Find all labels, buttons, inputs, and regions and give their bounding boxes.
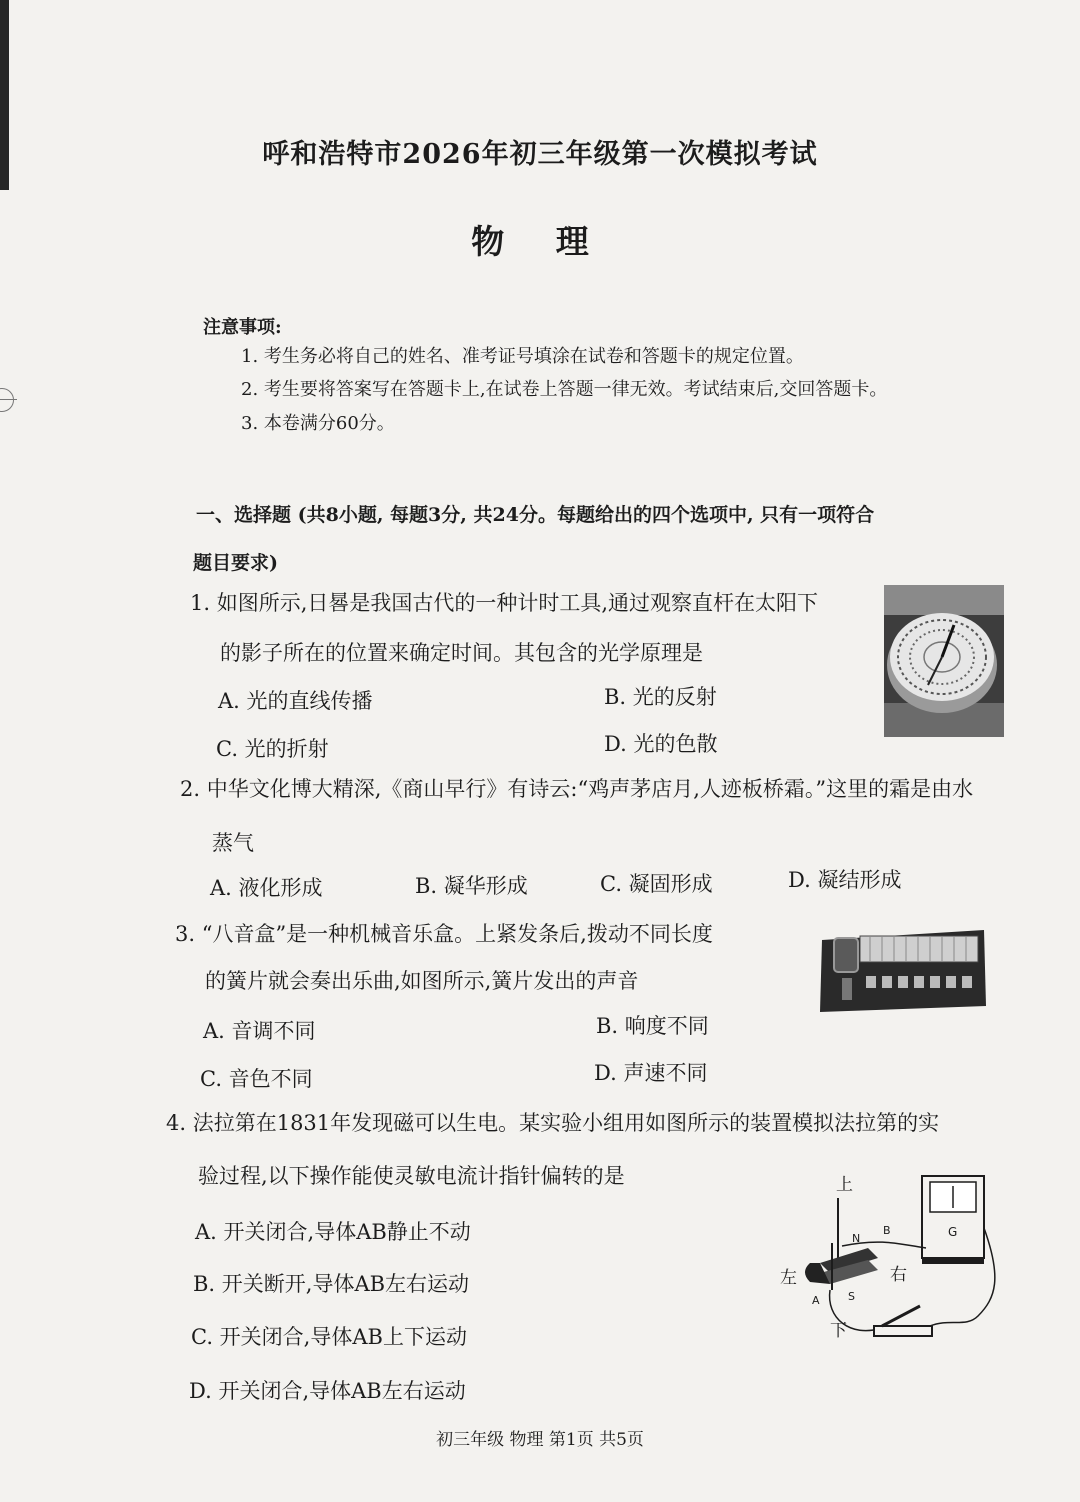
question-2-option-a: A. 液化形成 bbox=[210, 876, 323, 900]
question-3-option-a: A. 音调不同 bbox=[203, 1019, 316, 1043]
question-3-option-c: C. 音色不同 bbox=[200, 1067, 313, 1091]
label-left: 左 bbox=[780, 1268, 797, 1288]
question-1-stem: 1. 如图所示,日晷是我国古代的一种计时工具,通过观察直杆在太阳下 bbox=[190, 591, 819, 615]
sundial-figure bbox=[884, 585, 1004, 737]
question-1-option-b: B. 光的反射 bbox=[604, 685, 717, 709]
question-4-option-d: D. 开关闭合,导体AB左右运动 bbox=[189, 1379, 466, 1403]
question-1-option-d: D. 光的色散 bbox=[604, 732, 718, 756]
label-right: 右 bbox=[890, 1265, 907, 1285]
question-2-option-c: C. 凝固形成 bbox=[600, 872, 713, 896]
question-4-option-a: A. 开关闭合,导体AB静止不动 bbox=[195, 1220, 471, 1244]
question-4-stem-cont: 验过程,以下操作能使灵敏电流计指针偏转的是 bbox=[198, 1164, 625, 1188]
section-heading: 一、选择题 (共8小题, 每题3分, 共24分。每题给出的四个选项中, 只有一项符合 bbox=[196, 504, 875, 526]
question-4-option-c: C. 开关闭合,导体AB上下运动 bbox=[191, 1325, 467, 1349]
notice-item: 3. 本卷满分60分。 bbox=[241, 413, 395, 434]
label-n: N bbox=[852, 1232, 861, 1245]
question-2-stem: 2. 中华文化博大精深,《商山早行》有诗云:“鸡声茅店月,人迹板桥霜。”这里的霜是由水 bbox=[180, 777, 974, 801]
section-heading-cont: 题目要求) bbox=[193, 552, 278, 574]
switch-base bbox=[874, 1326, 932, 1336]
binding-hole-mark bbox=[0, 388, 14, 412]
music-box-figure bbox=[818, 926, 988, 1016]
question-1-option-a: A. 光的直线传播 bbox=[218, 689, 373, 713]
question-1-stem-cont: 的影子所在的位置来确定时间。其包含的光学原理是 bbox=[220, 641, 703, 665]
question-3-stem-cont: 的簧片就会奏出乐曲,如图所示,簧片发出的声音 bbox=[205, 969, 639, 993]
question-2-option-b: B. 凝华形成 bbox=[415, 874, 528, 898]
question-3-option-d: D. 声速不同 bbox=[594, 1061, 708, 1085]
label-down: 下 bbox=[830, 1321, 847, 1341]
page-footer: 初三年级 物理 第1页 共5页 bbox=[436, 1430, 644, 1450]
question-3-stem: 3. “八音盒”是一种机械音乐盒。上紧发条后,拨动不同长度 bbox=[175, 922, 713, 946]
question-1-option-c: C. 光的折射 bbox=[216, 737, 329, 761]
question-2-option-d: D. 凝结形成 bbox=[788, 868, 902, 892]
galvanometer-base bbox=[922, 1258, 984, 1264]
question-4-stem: 4. 法拉第在1831年发现磁可以生电。某实验小组用如图所示的装置模拟法拉第的实 bbox=[166, 1111, 940, 1135]
notice-item: 2. 考生要将答案写在答题卡上,在试卷上答题一律无效。考试结束后,交回答题卡。 bbox=[241, 379, 888, 400]
label-a: A bbox=[812, 1294, 820, 1307]
question-3-option-b: B. 响度不同 bbox=[596, 1014, 709, 1038]
label-b: B bbox=[883, 1224, 891, 1237]
induction-apparatus-figure bbox=[770, 1168, 1000, 1358]
label-up: 上 bbox=[836, 1175, 853, 1195]
notice-heading: 注意事项: bbox=[203, 317, 282, 338]
exam-title: 呼和浩特市2026年初三年级第一次模拟考试 bbox=[262, 139, 818, 170]
switch-lever bbox=[882, 1306, 920, 1326]
label-g: G bbox=[948, 1225, 958, 1239]
subject-title: 物 理 bbox=[471, 222, 609, 261]
label-s: S bbox=[848, 1290, 855, 1303]
question-4-option-b: B. 开关断开,导体AB左右运动 bbox=[193, 1272, 470, 1296]
question-2-stem-cont: 蒸气 bbox=[212, 831, 254, 855]
notice-item: 1. 考生务必将自己的姓名、准考证号填涂在试卷和答题卡的规定位置。 bbox=[241, 346, 804, 367]
